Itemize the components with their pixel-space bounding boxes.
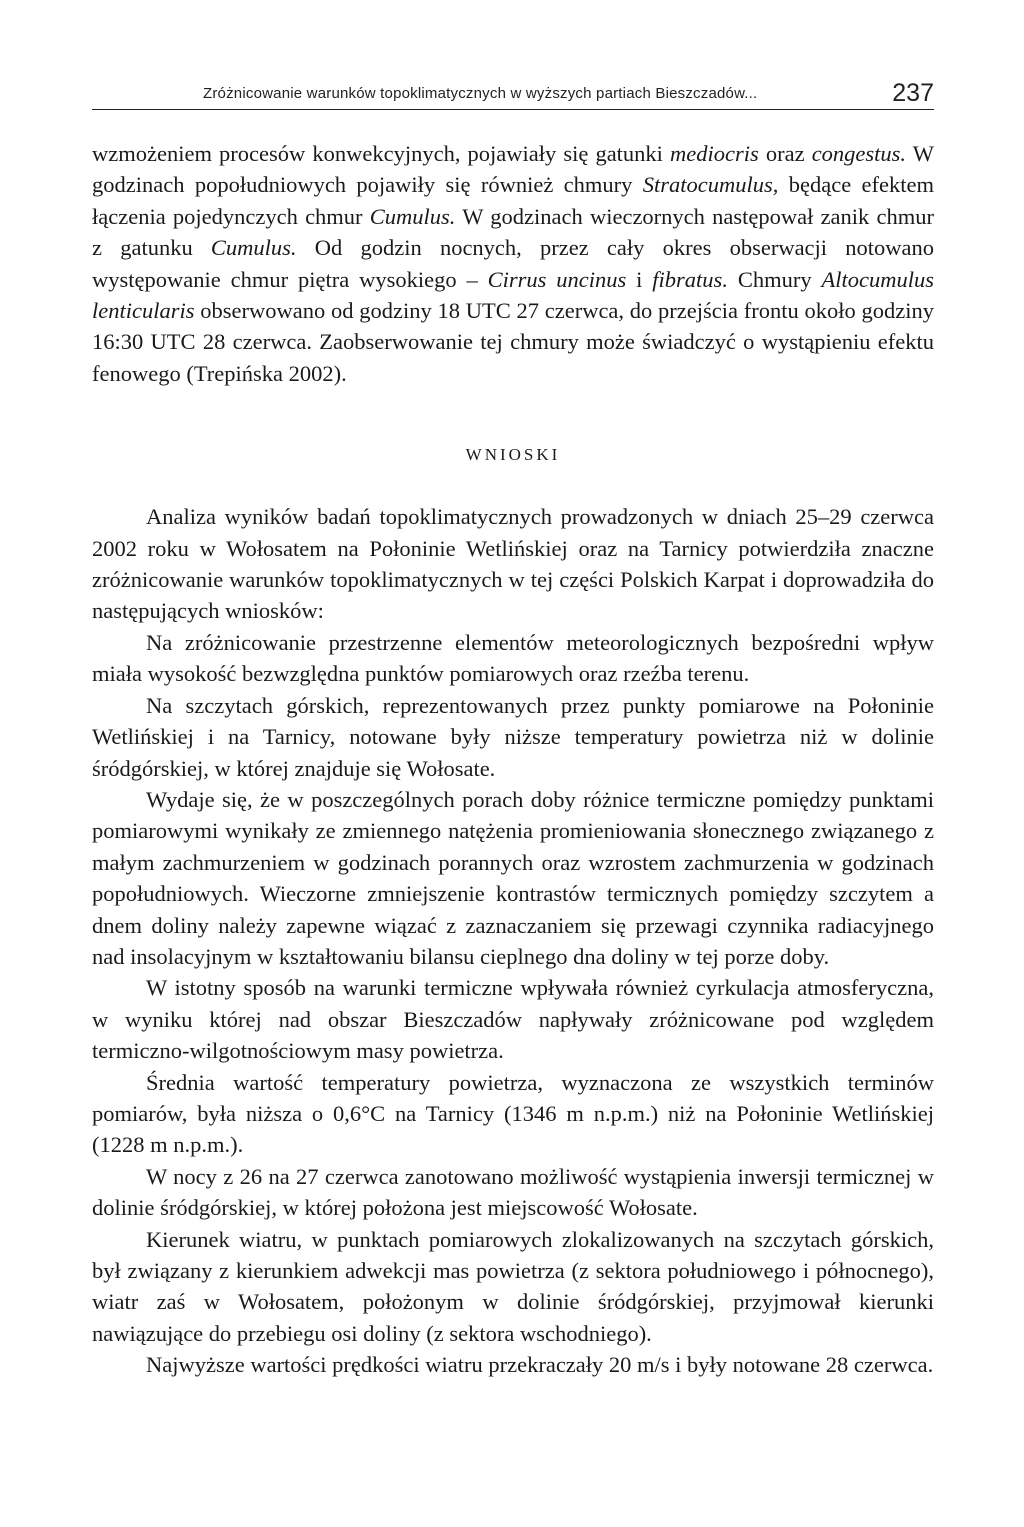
- text-run: W godzinach popołudniowych pojawiły się również chmury: [92, 141, 934, 198]
- paragraph: Najwyższe wartości prędkości wiatru przekraczały 20 m/s i były notowane 28 czerwca.: [146, 1352, 934, 1378]
- text-run: oraz: [758, 141, 812, 166]
- paragraph: Na zróżnicowanie przestrzenne elementów meteorologicznych bezpośredni wpływ miała wysokość bezwzględna punktów pomiarowych oraz rzeźba terenu.: [92, 629, 934, 687]
- paragraph: Wydaje się, że w poszczególnych porach doby różnice termiczne pomiędzy punktami pomiarowymi wynikały ze zmiennego natężenia promieniowania słonecznego związanego z małym zachmurzeniem w godzinach porannych oraz wzrostem zachmurzenia w godzinach popołudniowych. Wieczorne zmniejszenie kontrastów termicznych pomiędzy szczytem a dnem doliny należy zapewne wiązać z zaznaczaniem się przewagi czynnika radiacyjnego nad insolacyjnym w kształtowaniu bilansu cieplnego dna doliny w tej porze doby.: [92, 786, 934, 969]
- text-run: obserwowano od godziny 18 UTC 27 czerwca, do przejścia frontu około godziny 16:30 UTC 28 czerwca. Zaobserwowanie tej chmury może świadczyć o wystąpieniu efektu fenowego (Trepińska 2002).: [92, 298, 934, 386]
- italic-term: Cumulus.: [210, 235, 297, 261]
- italic-term: mediocris: [670, 141, 759, 166]
- intro-paragraph: [92, 138, 934, 389]
- text-run: Chmury: [727, 266, 822, 292]
- italic-term: Cumulus.: [369, 203, 456, 229]
- italic-term: Stratocumulus,: [642, 172, 779, 198]
- text-run: będące efektem łączenia pojedynczych chmur: [92, 172, 934, 229]
- text-run: i: [626, 266, 653, 292]
- italic-term: congestus.: [811, 141, 907, 166]
- running-header-title: Zróżnicowanie warunków topoklimatycznych w wyższych partiach Bieszczadów...: [203, 85, 758, 102]
- paragraph: W istotny sposób na warunki termiczne wpływała również cyrkulacja atmosferyczna, w wyniku której nad obszar Bieszczadów napływały zróżnicowane pod względem termiczno-wilgotnościowym masy powietrza.: [92, 975, 934, 1064]
- page-number: 237: [892, 79, 934, 107]
- text-run: wzmożeniem procesów konwekcyjnych, pojawiały się gatunki: [92, 141, 671, 166]
- text-run: Od godzin nocnych, przez cały okres obserwacji notowano występowanie chmur piętra wysokiego –: [92, 235, 934, 292]
- page: [92, 76, 934, 1381]
- text-run: W godzinach wieczornych następował zanik chmur z gatunku: [92, 203, 934, 261]
- paragraph: Kierunek wiatru, w punktach pomiarowych zlokalizowanych na szczytach górskich, był związany z kierunkiem adwekcji mas powietrza (z sektora południowego i północnego), wiatr zaś w Wołosatem, położonym w dolinie śródgórskiej, przyjmował kierunki nawiązujące do przebiegu osi doliny (z sektora wschodniego).: [92, 1226, 934, 1346]
- paragraph: W nocy z 26 na 27 czerwca zanotowano możliwość wystąpienia inwersji termicznej w dolinie śródgórskiej, w której położona jest miejscowość Wołosate.: [92, 1163, 934, 1221]
- section-heading: WNIOSKI: [465, 445, 561, 465]
- running-header: [92, 76, 934, 110]
- body-text: [92, 138, 934, 1381]
- paragraph: Analiza wyników badań topoklimatycznych prowadzonych w dniach 25–29 czerwca 2002 roku w Wołosatem na Połoninie Wetlińskiej oraz na Tarnicy potwierdziła znaczne zróżnicowanie warunków topoklimatycznych w tej części Polskich Karpat i doprowadziła do następujących wniosków:: [92, 504, 934, 624]
- paragraph: Średnia wartość temperatury powietrza, wyznaczona ze wszystkich terminów pomiarów, była niższa o 0,6°C na Tarnicy (1346 m n.p.m.) niż na Połoninie Wetlińskiej (1228 m n.p.m.).: [92, 1069, 934, 1158]
- paragraph: Na szczytach górskich, reprezentowanych przez punkty pomiarowe na Połoninie Wetlińskiej i na Tarnicy, notowane były niższe temperatury powietrza niż w dolinie śródgórskiej, w której znajduje się Wołosate.: [92, 692, 934, 781]
- italic-term: Altocumulus lenticularis: [92, 266, 934, 324]
- italic-term: Cirrus uncinus: [487, 266, 627, 292]
- italic-term: fibratus.: [652, 266, 728, 292]
